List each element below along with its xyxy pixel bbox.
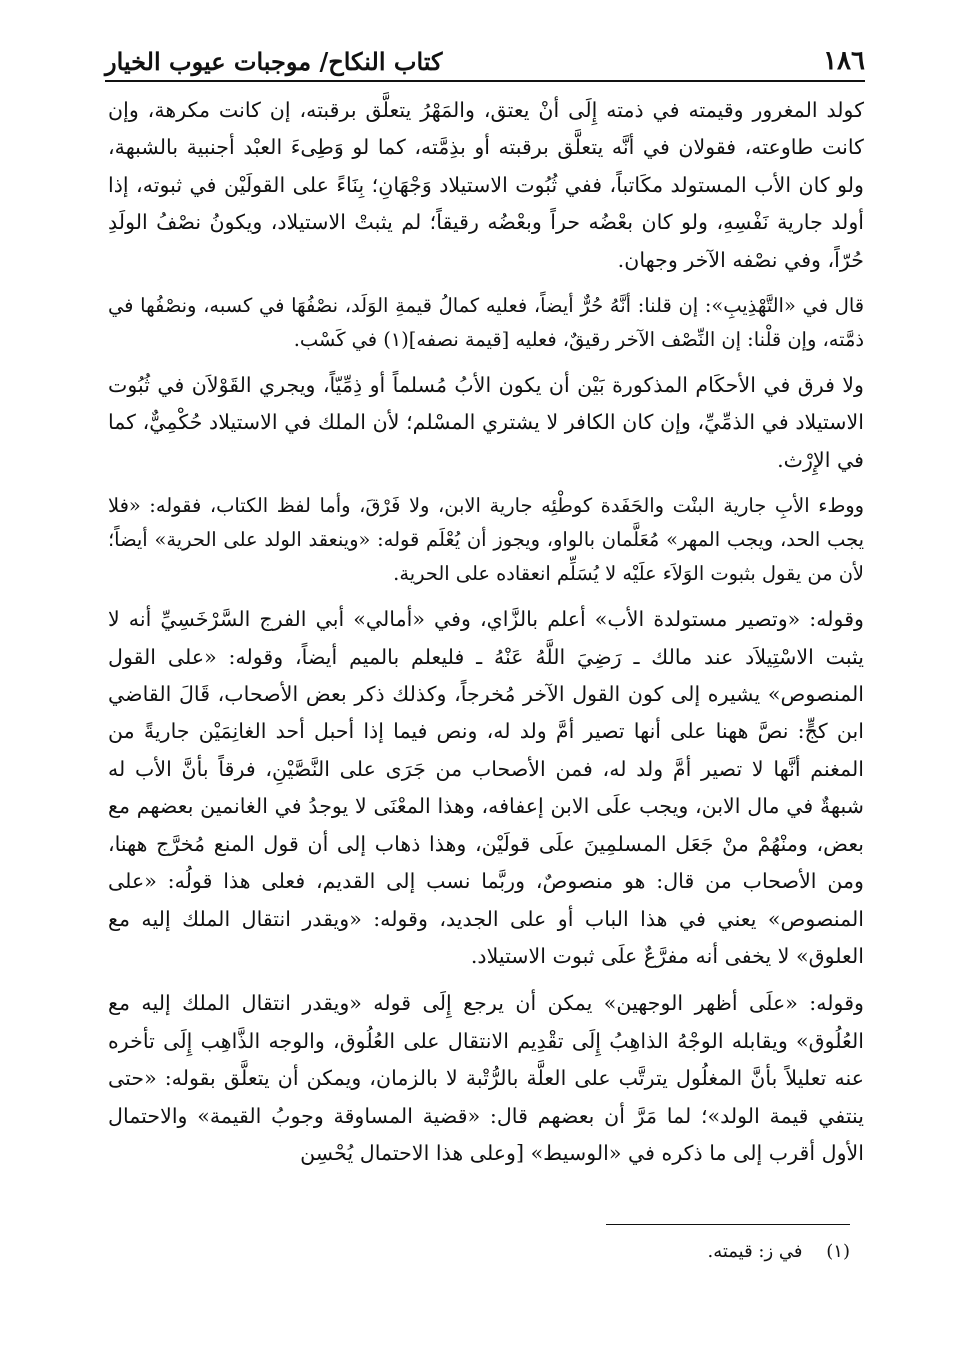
footnote-number: (١) bbox=[826, 1241, 850, 1262]
main-text bbox=[108, 92, 864, 1182]
page-number: ١٨٦ bbox=[823, 46, 865, 76]
footnote bbox=[450, 1238, 850, 1266]
paragraph: وقوله: «وتصير مستولدة الأب» أعلم بالزَّاي، وفي «أمالي» أبي الفرج السَّرْخَسِيِّ أنه لا يثبت الاسْتِيلاَد عند مالك ـ رَضِيَ اللَّهُ عَنْهُ ـ فليعلم بالميم أيضاً، وقوله: «على القول المنصوص» يشيره إلى كون القول الآخر مُخرجاً، وكذلك ذكر بعض الأصحاب، قَالَ القاضي ابن كجٍّ: نصَّ ههنا على أنها تصير أمَّ ولد له، ونص فيما إذا أحبل أحد الغانِمَيْن جاريةً من المغنم أنَّها لا تصير أمَّ ولد له، فمن الأصحاب من جَرَى على النَّصَّيْنِ، فرقاً بأنَّ الأب له شبهةٌ في مال الابن، ويجب علَى الابن إعفافه، وهذا المعْنَى لا يوجدُ في الغانمين بعضهم مع بعض، ومنْهُمْ منْ جَعَل المسلمِينَ علَى قولَيْن، وهذا ذهاب إلى أن قول المنع مُخرَّج ههنا، ومن الأصحاب من قال: هو منصوصٌ، وربَّما نسب إلى القديم، فعلى هذا قولُه: «على المنصوص» يعني في هذا الباب أو على الجديد، وقوله: «ويقدر انتقال الملك إليه مع العلوق» لا يخفى أنه مفرَّعٌ علَى ثبوت الاستيلاد. bbox=[108, 607, 864, 968]
footnote-text: في ز: قيمته. bbox=[707, 1241, 803, 1262]
paragraph: قال في «التَّهْذِيبِ»: إن قلنا: أنَّهُ حُرٌّ أيضاً، فعليه كمالُ قيمةِ الوَلَد، نصْفُهَا في كسبه، ونصْفُها في ذمَّته، وإن قلْنا: إن النِّصْف الآخر رقيقٌ، فعليه [قيمة نصفه](١) في كَسْب. bbox=[108, 294, 864, 352]
paragraph: ولا فرق في الأحكَام المذكورة بَيْن أن يكون الأبُ مُسلماً أو ذِمِّيّاً، ويجري القَوْلاَن في ثُبُوت الاستيلاد في الذمِّيِّ، وإن كان الكافر لا يشتري المسْلم؛ لأن الملك في الاستيلاد حُكْمِيٌّ، كما في الإِرْث. bbox=[108, 373, 864, 472]
paragraph: وقوله: «علَى أظهر الوجهين» يمكن أن يرجع إِلَى قوله «ويقدر انتقال الملك إليه مع العُلُوق» ويقابله الوجْهُ الذاهِبُ إِلَى تقْدِيم الانتقال على العُلُوق، والوجه الذَّاهِب إِلَى تأخره عنه تعليلاً بأنَّ المغلُول يترتَّب على العلَّة بالرُّتْبة لا بالزمان، ويمكن أن يتعلَّق بقوله: «حتى ينتفي قيمة الولد»؛ لما مَرَّ أن بعضهم قال: «قضية المساوقة وجوبُ القيمة» والاحتمال الأول أقرب إلى ما ذكره في «الوسيط» [وعلى هذا الاحتمال يُحْسِن bbox=[108, 991, 864, 1165]
page-header bbox=[105, 30, 865, 82]
paragraph: ووطء الأبِ جارية البنْت والحَفَدة كوطْئِه جارية الابن، ولا فَرْقَ، وأما لفظ الكتاب، فقوله: «فلا يجب الحد، ويجب المهر» مُعَلَّمان بالواو، ويجوز أن يُعْلَم قوله: «وينعقد الولد على الحرية» أيضاً؛ لأن من يقول بثبوت الوَلاَء علَيْه لا يُسَلِّم انعقاده على الحرية. bbox=[108, 494, 864, 586]
running-title: كتاب النكاح/ موجبات عيوب الخيار bbox=[105, 47, 443, 76]
paragraph: كولد المغرور وقيمته في ذمته إِلَى أنْ يعتق، والمَهْرُ يتعلَّق برقبته، إن كانت مكرهة، وإن كانت طاوعته، فقولان في أنَّه يتعلَّق برقبته أو بذِمَّته، كما لو وَطِىءَ العبْد أجنبية بالشبهة، ولو كان الأب المستولد مكَاتباً، ففي ثُبُوت الاستيلاد وَجْهَانِ؛ بِنَاءً على القولَيْن في ثبوته، إذا أولد جارية نَفْسِهِ، ولو كان بعْضُه حراً وبعْضُه رقيقاً؛ لم يثبتْ الاستيلاد، ويكونُ نصْفُ الولَدِ حُرّاً، وفي نصْفه الآخر وجهان. bbox=[108, 98, 864, 272]
footnote-divider bbox=[606, 1224, 850, 1225]
